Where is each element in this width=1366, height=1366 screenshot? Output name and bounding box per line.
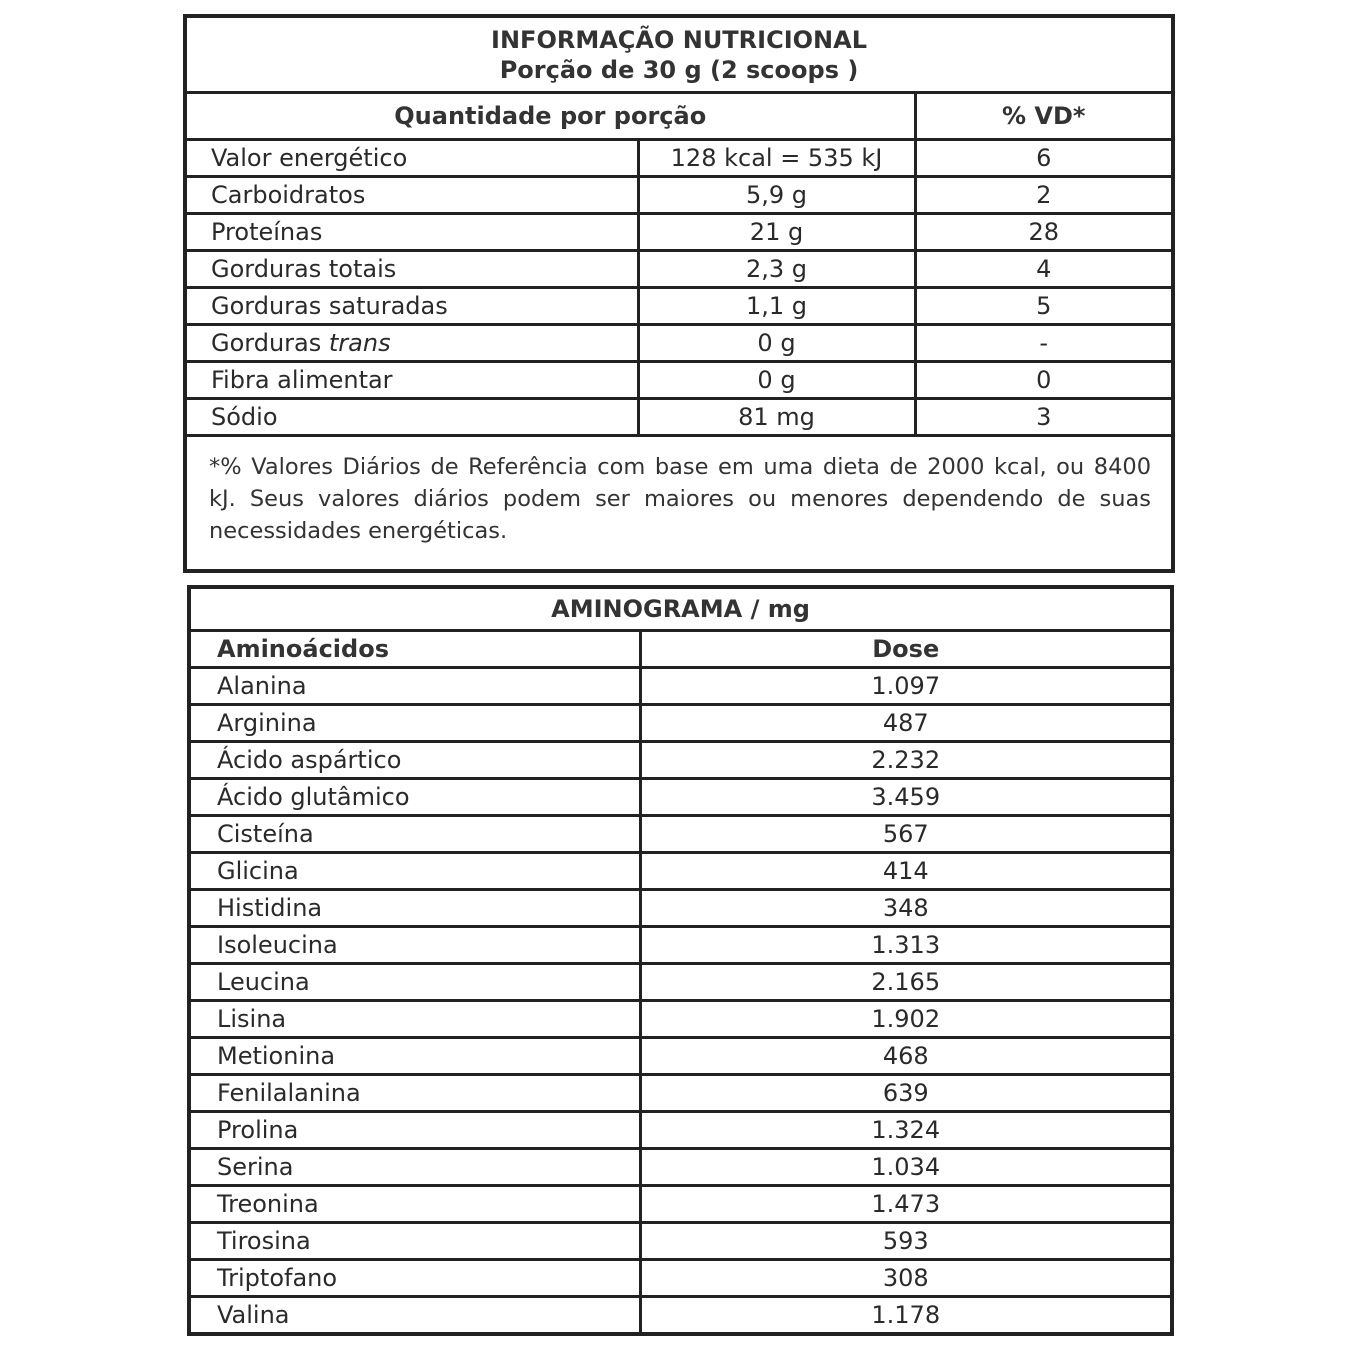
nutrient-name: Carboidratos <box>185 177 638 214</box>
nutrient-vd: 0 <box>915 362 1173 399</box>
nutrient-name-prefix: Gorduras <box>211 329 329 357</box>
aminoacid-name: Leucina <box>189 964 640 1001</box>
aminoacid-row <box>189 890 1172 927</box>
nutrient-value: 81 mg <box>638 399 915 436</box>
aminoacid-name: Valina <box>189 1297 640 1335</box>
aminoacid-dose: 2.232 <box>640 742 1172 779</box>
nutrition-footnote: *% Valores Diários de Referência com base em uma dieta de 2000 kcal, ou 8400 kJ. Seus valores diários podem ser maiores ou menores dependendo de suas necessidades energéticas. <box>185 436 1173 572</box>
nutrient-value: 2,3 g <box>638 251 915 288</box>
aminoacid-name: Ácido aspártico <box>189 742 640 779</box>
aminoacid-row <box>189 853 1172 890</box>
aminoacid-name: Tirosina <box>189 1223 640 1260</box>
nutrient-value: 128 kcal = 535 kJ <box>638 140 915 177</box>
aminoacid-dose: 1.313 <box>640 927 1172 964</box>
aminograma-table <box>187 585 1174 1336</box>
aminoacid-name: Treonina <box>189 1186 640 1223</box>
aminoacid-dose: 487 <box>640 705 1172 742</box>
aminoacid-row <box>189 1038 1172 1075</box>
nutrient-value: 1,1 g <box>638 288 915 325</box>
aminoacid-dose: 1.902 <box>640 1001 1172 1038</box>
header-dose: Dose <box>640 631 1172 668</box>
aminoacid-dose: 567 <box>640 816 1172 853</box>
nutrition-row <box>185 362 1173 399</box>
nutrient-vd: 28 <box>915 214 1173 251</box>
nutrient-vd: 6 <box>915 140 1173 177</box>
aminoacid-name: Glicina <box>189 853 640 890</box>
aminoacid-row <box>189 1112 1172 1149</box>
aminoacid-row <box>189 1001 1172 1038</box>
aminoacid-name: Alanina <box>189 668 640 705</box>
aminoacid-dose: 593 <box>640 1223 1172 1260</box>
nutrient-vd: 4 <box>915 251 1173 288</box>
aminoacid-row <box>189 668 1172 705</box>
nutrition-row <box>185 288 1173 325</box>
nutrient-vd: 5 <box>915 288 1173 325</box>
aminoacid-row <box>189 1149 1172 1186</box>
aminoacid-dose: 1.178 <box>640 1297 1172 1335</box>
aminoacid-dose: 414 <box>640 853 1172 890</box>
nutrient-name-italic: trans <box>328 329 391 357</box>
aminoacid-dose: 348 <box>640 890 1172 927</box>
aminoacid-row <box>189 816 1172 853</box>
aminoacid-row <box>189 1260 1172 1297</box>
aminoacid-name: Histidina <box>189 890 640 927</box>
header-aminoacids: Aminoácidos <box>189 631 640 668</box>
aminoacid-dose: 3.459 <box>640 779 1172 816</box>
nutrient-name: Fibra alimentar <box>185 362 638 399</box>
aminoacid-dose: 1.034 <box>640 1149 1172 1186</box>
nutrition-row <box>185 325 1173 362</box>
nutrient-value: 5,9 g <box>638 177 915 214</box>
aminoacid-row <box>189 927 1172 964</box>
aminoacid-name: Isoleucina <box>189 927 640 964</box>
nutrition-row <box>185 251 1173 288</box>
nutrient-name: Valor energético <box>185 140 638 177</box>
aminoacid-row <box>189 964 1172 1001</box>
nutrition-row <box>185 177 1173 214</box>
aminoacid-dose: 468 <box>640 1038 1172 1075</box>
header-vd: % VD* <box>915 93 1173 140</box>
nutrient-name: Proteínas <box>185 214 638 251</box>
nutrient-name <box>185 325 638 362</box>
nutrition-row <box>185 399 1173 436</box>
aminoacid-row <box>189 779 1172 816</box>
aminoacid-name: Fenilalanina <box>189 1075 640 1112</box>
aminoacid-name: Metionina <box>189 1038 640 1075</box>
header-quantity: Quantidade por porção <box>185 93 915 140</box>
nutrition-serving-size: Porção de 30 g (2 scoops ) <box>499 55 859 84</box>
aminoacid-dose: 1.097 <box>640 668 1172 705</box>
nutrition-title: INFORMAÇÃO NUTRICIONAL <box>491 25 867 54</box>
nutrient-name: Sódio <box>185 399 638 436</box>
aminoacid-row <box>189 1297 1172 1335</box>
aminoacid-name: Arginina <box>189 705 640 742</box>
aminoacid-name: Lisina <box>189 1001 640 1038</box>
aminoacid-name: Ácido glutâmico <box>189 779 640 816</box>
nutrient-vd: - <box>915 325 1173 362</box>
aminoacid-row <box>189 705 1172 742</box>
aminoacid-row <box>189 1223 1172 1260</box>
aminoacid-dose: 2.165 <box>640 964 1172 1001</box>
aminoacid-row <box>189 1075 1172 1112</box>
nutrition-row <box>185 140 1173 177</box>
aminoacid-dose: 1.324 <box>640 1112 1172 1149</box>
aminograma-title: AMINOGRAMA / mg <box>189 587 1172 631</box>
aminoacid-name: Cisteína <box>189 816 640 853</box>
aminoacid-row <box>189 742 1172 779</box>
nutrient-vd: 2 <box>915 177 1173 214</box>
aminoacid-dose: 639 <box>640 1075 1172 1112</box>
nutrient-name: Gorduras saturadas <box>185 288 638 325</box>
aminoacid-dose: 1.473 <box>640 1186 1172 1223</box>
nutrient-value: 0 g <box>638 362 915 399</box>
nutrient-name: Gorduras totais <box>185 251 638 288</box>
aminoacid-dose: 308 <box>640 1260 1172 1297</box>
nutrition-row <box>185 214 1173 251</box>
nutrient-value: 21 g <box>638 214 915 251</box>
aminoacid-name: Triptofano <box>189 1260 640 1297</box>
nutrition-table <box>183 14 1175 573</box>
nutrient-vd: 3 <box>915 399 1173 436</box>
aminoacid-name: Prolina <box>189 1112 640 1149</box>
nutrition-title-cell <box>185 16 1173 93</box>
aminoacid-name: Serina <box>189 1149 640 1186</box>
nutrient-value: 0 g <box>638 325 915 362</box>
aminoacid-row <box>189 1186 1172 1223</box>
